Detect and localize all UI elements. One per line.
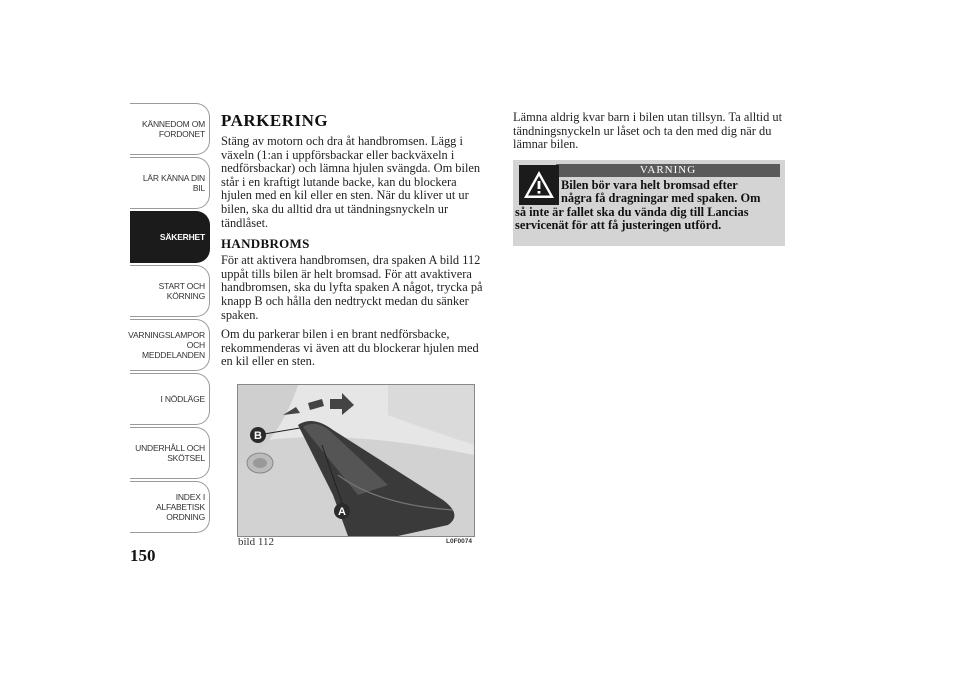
sidebar-tab-label: START OCH KÖRNING (158, 281, 205, 301)
sidebar-tab-label: SÄKERHET (159, 232, 205, 242)
label-b: B (254, 430, 262, 442)
parking-text: Stäng av motorn och dra åt handbromsen. Lägg i växeln (1:an i uppförsbackar eller backväxeln i nedförsbackar) och lämna hjulen svängda. Om bilen står i en kraftigt lutande backe, kan du blockera hjulen med en kil eller en sten. När du kliver ut ur bilen, ska du alltid dra ut tändningsnyckeln ur tändlåset. (221, 134, 481, 230)
handbrake-illustration (238, 385, 474, 536)
sidebar-tab-1[interactable] (130, 103, 210, 155)
page-number: 150 (130, 546, 156, 565)
right-column (513, 111, 785, 246)
sidebar-tab-label: LÄR KÄNNA DIN BIL (142, 173, 205, 193)
warning-rest: så inte är fallet ska du vända dig till Lancias servicenät för att få justeringen utförd. (515, 204, 749, 232)
sidebar-tab-7[interactable] (130, 427, 210, 479)
handbrake-text: För att aktivera handbromsen, dra spaken A bild 112 uppåt tills bilen är helt bromsad. För att avaktivera handbromsen, ska du lyfta spaken A något, trycka på knapp B och hålla den nedtryckt medan du sänker spaken. (221, 253, 483, 322)
sidebar-tab-8[interactable] (130, 481, 210, 533)
handbrake-slope-text: Om du parkerar bilen i en brant nedförsbacke, rekommenderas vi även att du blockerar hjulen med en kil eller en sten. (221, 327, 479, 369)
sidebar-tab-label: INDEX I ALFABETISK ORDNING (155, 492, 205, 522)
handbrake-heading: HANDBROMS (221, 236, 310, 252)
parking-heading: PARKERING (221, 111, 329, 130)
figure-code: L0F0074 (446, 538, 473, 545)
warning-line-1: Bilen bör vara helt bromsad efter (561, 177, 738, 192)
child-warning-text: Lämna aldrig kvar barn i bilen utan tillsyn. Ta alltid ut tändningsnyckeln ur låset och ta den med dig när du lämnar bilen. (513, 110, 783, 152)
sidebar-tab-5[interactable] (130, 319, 210, 371)
warning-triangle-icon (519, 165, 559, 205)
warning-box (513, 160, 785, 246)
warning-title: VARNING (556, 164, 780, 177)
label-a: A (338, 506, 346, 518)
warning-line-2: några få dragningar med spaken. Om (561, 191, 761, 206)
sidebar-tab-3[interactable] (130, 211, 210, 263)
sidebar-tab-label: VARNINGSLAMPOR OCH MEDDELANDEN (128, 330, 205, 360)
chapter-sidebar (130, 103, 210, 535)
sidebar-tab-label: I NÖDLÄGE (160, 394, 205, 404)
sidebar-tab-label: UNDERHÅLL OCH SKÖTSEL (135, 443, 205, 463)
figure-caption: bild 112 (238, 536, 274, 548)
sidebar-tab-2[interactable] (130, 157, 210, 209)
sidebar-tab-label: KÄNNEDOM OM FORDONET (142, 119, 205, 139)
sidebar-tab-6[interactable] (130, 373, 210, 425)
handbrake-figure (237, 384, 475, 537)
sidebar-tab-4[interactable] (130, 265, 210, 317)
left-column (221, 111, 489, 375)
